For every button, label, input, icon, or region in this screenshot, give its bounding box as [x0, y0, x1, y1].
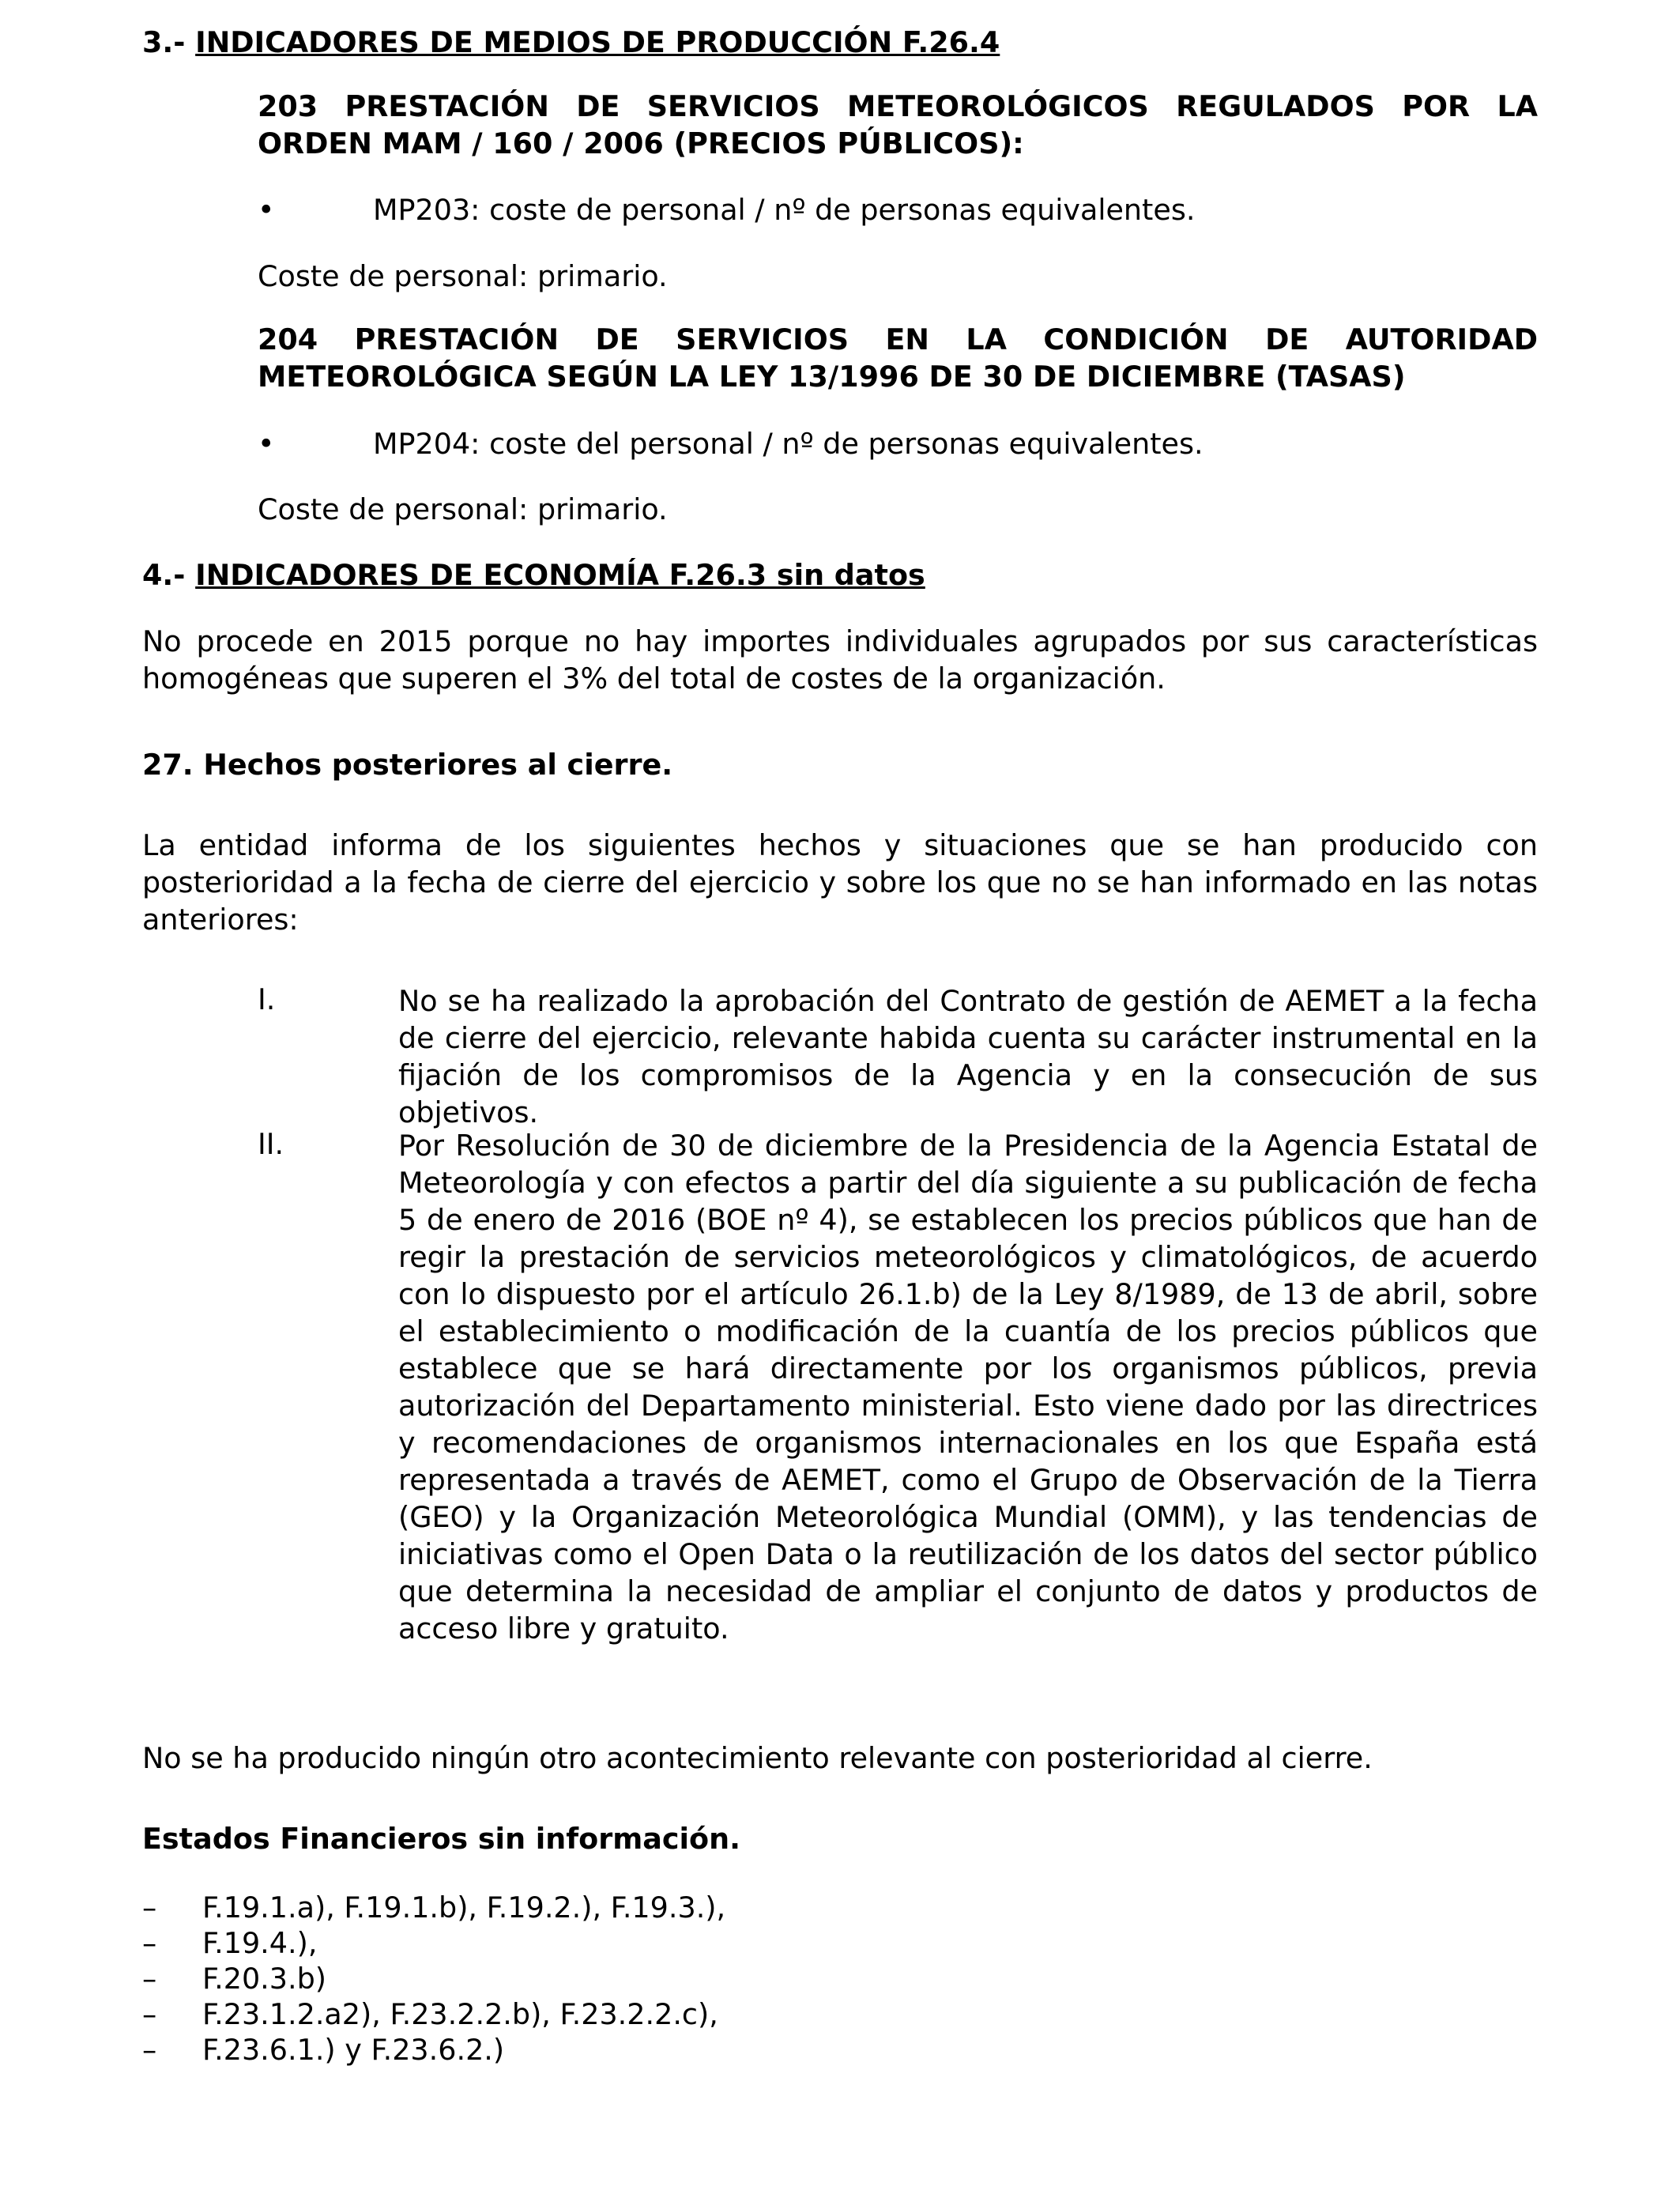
list-item-text: Por Resolución de 30 de diciembre de la Presidencia de la Agencia Estatal de Meteorología y con efectos a partir del día siguiente a su publicación de fecha 5 de enero de 2016 (BOE nº 4), se establecen los precios públicos que han de regir la prestación de servicios meteorológicos y climatológicos, de acuerdo con lo dispuesto por el artículo 26.1.b) de la Ley 8/1989, de 13 de abril, sobre el establecimiento o modificación de la cuantía de los precios públicos que establece que se hará directamente por los organismos públicos, previa autorización del Departamento ministerial. Esto viene dado por las directrices y recomendaciones de organismos internacionales en los que España está representada a través de AEMET, como el Grupo de Observación de la Tierra (GEO) y la Organización Meteorológica Mundial (OMM), y las tendencias de iniciativas como el Open Data o la reutilización de los datos del sector público que determina la necesidad de ampliar el conjunto de datos y productos de acceso libre y gratuito.	[398, 1129, 1538, 1646]
dash-icon: –	[142, 2033, 157, 2067]
section-3-number: 3.-	[142, 25, 196, 59]
subsection-203-title: 203 PRESTACIÓN DE SERVICIOS METEOROLÓGICOS REGULADOS POR LA ORDEN MAM / 160 / 2006 (PRECIOS PÚBLICOS):	[258, 89, 1538, 160]
section-3-heading	[142, 25, 1000, 59]
section-4-heading	[142, 558, 925, 592]
estados-item: F.23.1.2.a2), F.23.2.2.b), F.23.2.2.c),	[202, 1997, 718, 2031]
section-4-number: 4.-	[142, 558, 196, 592]
section-27-heading: 27. Hechos posteriores al cierre.	[142, 748, 673, 782]
section-4-body: No procede en 2015 porque no hay importes individuales agrupados por sus características homogéneas que superen el 3% del total de costes de la organización.	[142, 624, 1538, 696]
estados-heading: Estados Financieros sin información.	[142, 1822, 740, 1856]
estados-item: F.20.3.b)	[202, 1962, 327, 1996]
estados-item: F.19.4.),	[202, 1926, 318, 1960]
dash-icon: –	[142, 1926, 157, 1960]
section-27-closing: No se ha producido ningún otro acontecimiento relevante con posterioridad al cierre.	[142, 1741, 1373, 1775]
dash-icon: –	[142, 1962, 157, 1996]
subsection-204-title: 204 PRESTACIÓN DE SERVICIOS EN LA CONDICIÓN DE AUTORIDAD METEOROLÓGICA SEGÚN LA LEY 13/1996 DE 30 DE DICIEMBRE (TASAS)	[258, 322, 1538, 394]
mp203-bullet-text: MP203: coste de personal / nº de personas equivalentes.	[373, 193, 1196, 227]
estados-item: F.23.6.1.) y F.23.6.2.)	[202, 2033, 505, 2067]
bullet-icon: •	[258, 427, 275, 461]
list-item-text: No se ha realizado la aprobación del Contrato de gestión de AEMET a la fecha de cierre del ejercicio, relevante habida cuenta su carácter instrumental en la fijación de los compromisos de la Agencia y en la consecución de sus objetivos.	[398, 984, 1538, 1129]
mp204-bullet-text: MP204: coste del personal / nº de personas equivalentes.	[373, 427, 1203, 461]
estados-item: F.19.1.a), F.19.1.b), F.19.2.), F.19.3.),	[202, 1891, 726, 1924]
dash-icon: –	[142, 1891, 157, 1924]
bullet-icon: •	[258, 193, 275, 227]
mp203-note: Coste de personal: primario.	[258, 259, 668, 293]
list-numeral: II.	[258, 1127, 284, 1161]
list-numeral: I.	[258, 982, 276, 1016]
section-4-title: INDICADORES DE ECONOMÍA F.26.3 sin datos	[195, 558, 925, 592]
mp204-note: Coste de personal: primario.	[258, 492, 668, 526]
dash-icon: –	[142, 1997, 157, 2031]
section-3-title: INDICADORES DE MEDIOS DE PRODUCCIÓN F.26.4	[195, 25, 1000, 59]
section-27-intro: La entidad informa de los siguientes hechos y situaciones que se han producido con posterioridad a la fecha de cierre del ejercicio y sobre los que no se han informado en las notas anteriores:	[142, 828, 1538, 937]
